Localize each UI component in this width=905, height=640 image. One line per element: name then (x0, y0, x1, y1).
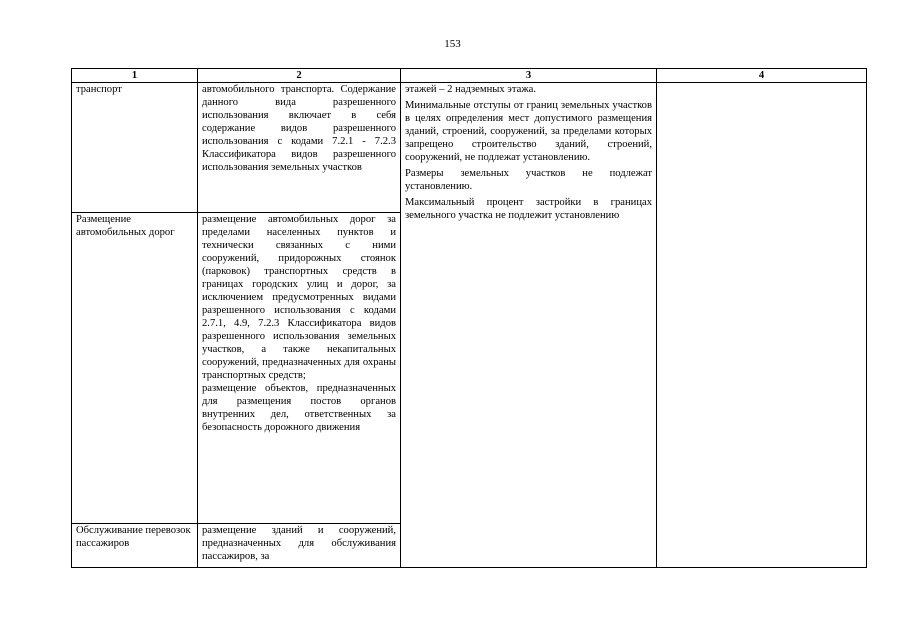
column-header: 3 (401, 69, 657, 83)
use-description-cell: размещение зданий и сооружений, предназначенных для обслуживания пассажиров, за (198, 524, 401, 568)
use-type-cell: транспорт (72, 83, 198, 213)
description-paragraph: размещение автомобильных дорог за пределами населенных пунктов и технически связанных с ними сооружений, придорожных стоянок (парковок) транспортных средств в границах городских улиц и дорог, за исключением предусмотренных видами разрешенного использования с кодами 2.7.1, 4.9, 7.2.3 Классификатора видов разрешенного использования земельных участков, а также некапитальных сооружений, предназначенных для охраны транспортных средств; (202, 214, 396, 381)
use-description-cell (198, 213, 401, 524)
column-header: 4 (657, 69, 867, 83)
column-header: 1 (72, 69, 198, 83)
restrictions-cell (657, 83, 867, 568)
parameters-cell (401, 83, 657, 568)
use-type-cell: Размещение автомобильных дорог (72, 213, 198, 524)
use-type-cell: Обслуживание перевозок пассажиров (72, 524, 198, 568)
column-header: 2 (198, 69, 401, 83)
parameter-paragraph: этажей – 2 надземных этажа. (405, 84, 536, 95)
description-paragraph: размещение объектов, предназначенных для размещения постов органов внутренних дел, ответственных за безопасность дорожного движения (202, 383, 396, 433)
zoning-table (71, 68, 867, 568)
use-description-cell: автомобильного транспорта. Содержание данного вида разрешенного использования включает в себя содержание видов разрешенного использования с кодами 7.2.1 - 7.2.3 Классификатора видов разрешенного использования земельных участков (198, 83, 401, 213)
table-row (72, 83, 867, 213)
parameter-paragraph: Максимальный процент застройки в границах земельного участка не подлежит установлению (405, 197, 652, 221)
page-number: 153 (444, 38, 461, 50)
parameter-paragraph: Размеры земельных участков не подлежат установлению. (405, 168, 652, 192)
parameter-paragraph: Минимальные отступы от границ земельных участков в целях определения мест допустимого размещения зданий, строений, сооружений, за пределами которых запрещено строительство зданий, строений, сооружений, не подлежат установлению. (405, 100, 652, 163)
table-header-row (72, 69, 867, 83)
